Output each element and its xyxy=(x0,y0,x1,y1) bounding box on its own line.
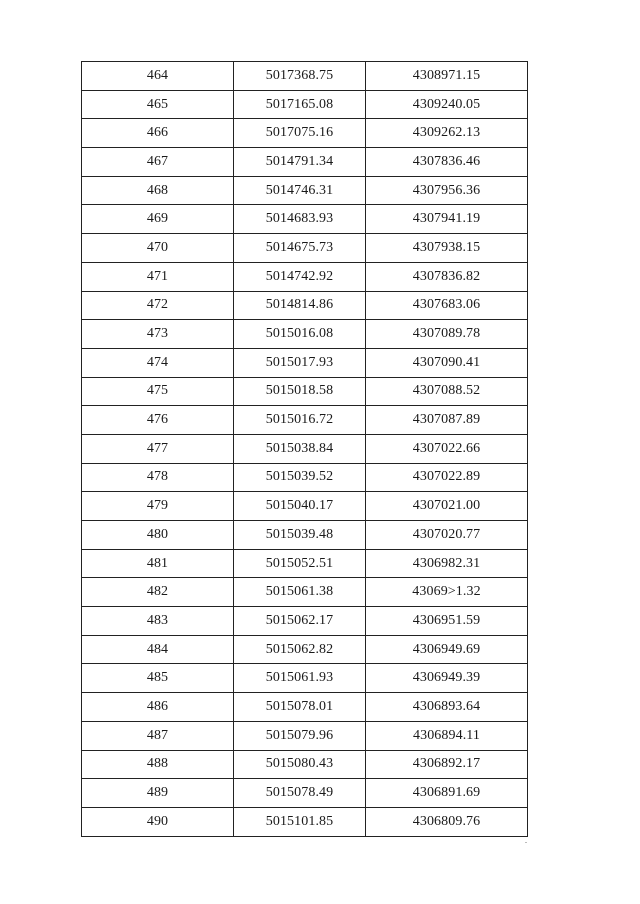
table-row xyxy=(82,176,528,205)
table-row xyxy=(82,664,528,693)
table-row xyxy=(82,234,528,263)
y-coordinate-cell: 4306982.31 xyxy=(366,549,528,578)
x-coordinate-cell: 5015079.96 xyxy=(234,721,366,750)
y-coordinate-cell: 4306809.76 xyxy=(366,807,528,836)
table-row xyxy=(82,779,528,808)
y-coordinate-cell: 4308971.15 xyxy=(366,62,528,91)
table-row xyxy=(82,750,528,779)
table-row xyxy=(82,521,528,550)
y-coordinate-cell: 4307956.36 xyxy=(366,176,528,205)
point-number-cell: 476 xyxy=(82,406,234,435)
table-row xyxy=(82,492,528,521)
table-row xyxy=(82,406,528,435)
table-row xyxy=(82,721,528,750)
x-coordinate-cell: 5015052.51 xyxy=(234,549,366,578)
point-number-cell: 483 xyxy=(82,607,234,636)
point-number-cell: 466 xyxy=(82,119,234,148)
page-speck xyxy=(525,842,527,843)
point-number-cell: 467 xyxy=(82,148,234,177)
point-number-cell: 482 xyxy=(82,578,234,607)
table-row xyxy=(82,578,528,607)
point-number-cell: 490 xyxy=(82,807,234,836)
y-coordinate-cell: 4306892.17 xyxy=(366,750,528,779)
point-number-cell: 489 xyxy=(82,779,234,808)
x-coordinate-cell: 5014746.31 xyxy=(234,176,366,205)
table-row xyxy=(82,377,528,406)
y-coordinate-cell: 4307836.82 xyxy=(366,262,528,291)
x-coordinate-cell: 5015018.58 xyxy=(234,377,366,406)
y-coordinate-cell: 4307090.41 xyxy=(366,348,528,377)
x-coordinate-cell: 5014791.34 xyxy=(234,148,366,177)
table-row xyxy=(82,348,528,377)
x-coordinate-cell: 5015062.17 xyxy=(234,607,366,636)
point-number-cell: 487 xyxy=(82,721,234,750)
point-number-cell: 473 xyxy=(82,320,234,349)
y-coordinate-cell: 4306894.11 xyxy=(366,721,528,750)
point-number-cell: 486 xyxy=(82,693,234,722)
y-coordinate-cell: 4306949.39 xyxy=(366,664,528,693)
y-coordinate-cell: 43069>1.32 xyxy=(366,578,528,607)
y-coordinate-cell: 4307941.19 xyxy=(366,205,528,234)
y-coordinate-cell: 4306893.64 xyxy=(366,693,528,722)
point-number-cell: 478 xyxy=(82,463,234,492)
table-row xyxy=(82,62,528,91)
point-number-cell: 485 xyxy=(82,664,234,693)
point-number-cell: 484 xyxy=(82,635,234,664)
table-row xyxy=(82,693,528,722)
point-number-cell: 477 xyxy=(82,434,234,463)
x-coordinate-cell: 5017075.16 xyxy=(234,119,366,148)
x-coordinate-cell: 5015040.17 xyxy=(234,492,366,521)
point-number-cell: 472 xyxy=(82,291,234,320)
point-number-cell: 488 xyxy=(82,750,234,779)
y-coordinate-cell: 4306891.69 xyxy=(366,779,528,808)
x-coordinate-cell: 5015101.85 xyxy=(234,807,366,836)
point-number-cell: 481 xyxy=(82,549,234,578)
point-number-cell: 480 xyxy=(82,521,234,550)
y-coordinate-cell: 4309262.13 xyxy=(366,119,528,148)
y-coordinate-cell: 4307683.06 xyxy=(366,291,528,320)
point-number-cell: 468 xyxy=(82,176,234,205)
x-coordinate-cell: 5015039.52 xyxy=(234,463,366,492)
x-coordinate-cell: 5015038.84 xyxy=(234,434,366,463)
y-coordinate-cell: 4307836.46 xyxy=(366,148,528,177)
y-coordinate-cell: 4306951.59 xyxy=(366,607,528,636)
x-coordinate-cell: 5017368.75 xyxy=(234,62,366,91)
coordinate-table xyxy=(81,61,528,837)
x-coordinate-cell: 5015078.01 xyxy=(234,693,366,722)
coordinate-table-body xyxy=(82,62,528,837)
point-number-cell: 469 xyxy=(82,205,234,234)
table-row xyxy=(82,807,528,836)
table-row xyxy=(82,291,528,320)
y-coordinate-cell: 4307938.15 xyxy=(366,234,528,263)
point-number-cell: 479 xyxy=(82,492,234,521)
point-number-cell: 475 xyxy=(82,377,234,406)
x-coordinate-cell: 5015078.49 xyxy=(234,779,366,808)
x-coordinate-cell: 5015016.72 xyxy=(234,406,366,435)
y-coordinate-cell: 4307089.78 xyxy=(366,320,528,349)
point-number-cell: 470 xyxy=(82,234,234,263)
table-row xyxy=(82,119,528,148)
table-row xyxy=(82,262,528,291)
y-coordinate-cell: 4307022.89 xyxy=(366,463,528,492)
x-coordinate-cell: 5014814.86 xyxy=(234,291,366,320)
point-number-cell: 471 xyxy=(82,262,234,291)
x-coordinate-cell: 5015061.93 xyxy=(234,664,366,693)
x-coordinate-cell: 5015017.93 xyxy=(234,348,366,377)
table-row xyxy=(82,320,528,349)
y-coordinate-cell: 4307088.52 xyxy=(366,377,528,406)
y-coordinate-cell: 4307020.77 xyxy=(366,521,528,550)
y-coordinate-cell: 4306949.69 xyxy=(366,635,528,664)
table-row xyxy=(82,607,528,636)
table-row xyxy=(82,148,528,177)
point-number-cell: 464 xyxy=(82,62,234,91)
y-coordinate-cell: 4307087.89 xyxy=(366,406,528,435)
y-coordinate-cell: 4307022.66 xyxy=(366,434,528,463)
table-row xyxy=(82,434,528,463)
table-row xyxy=(82,635,528,664)
table-row xyxy=(82,205,528,234)
x-coordinate-cell: 5015080.43 xyxy=(234,750,366,779)
y-coordinate-cell: 4307021.00 xyxy=(366,492,528,521)
table-row xyxy=(82,463,528,492)
point-number-cell: 474 xyxy=(82,348,234,377)
x-coordinate-cell: 5015016.08 xyxy=(234,320,366,349)
x-coordinate-cell: 5014683.93 xyxy=(234,205,366,234)
table-row xyxy=(82,90,528,119)
x-coordinate-cell: 5015039.48 xyxy=(234,521,366,550)
x-coordinate-cell: 5014675.73 xyxy=(234,234,366,263)
x-coordinate-cell: 5017165.08 xyxy=(234,90,366,119)
table-row xyxy=(82,549,528,578)
point-number-cell: 465 xyxy=(82,90,234,119)
x-coordinate-cell: 5015061.38 xyxy=(234,578,366,607)
x-coordinate-cell: 5014742.92 xyxy=(234,262,366,291)
y-coordinate-cell: 4309240.05 xyxy=(366,90,528,119)
x-coordinate-cell: 5015062.82 xyxy=(234,635,366,664)
